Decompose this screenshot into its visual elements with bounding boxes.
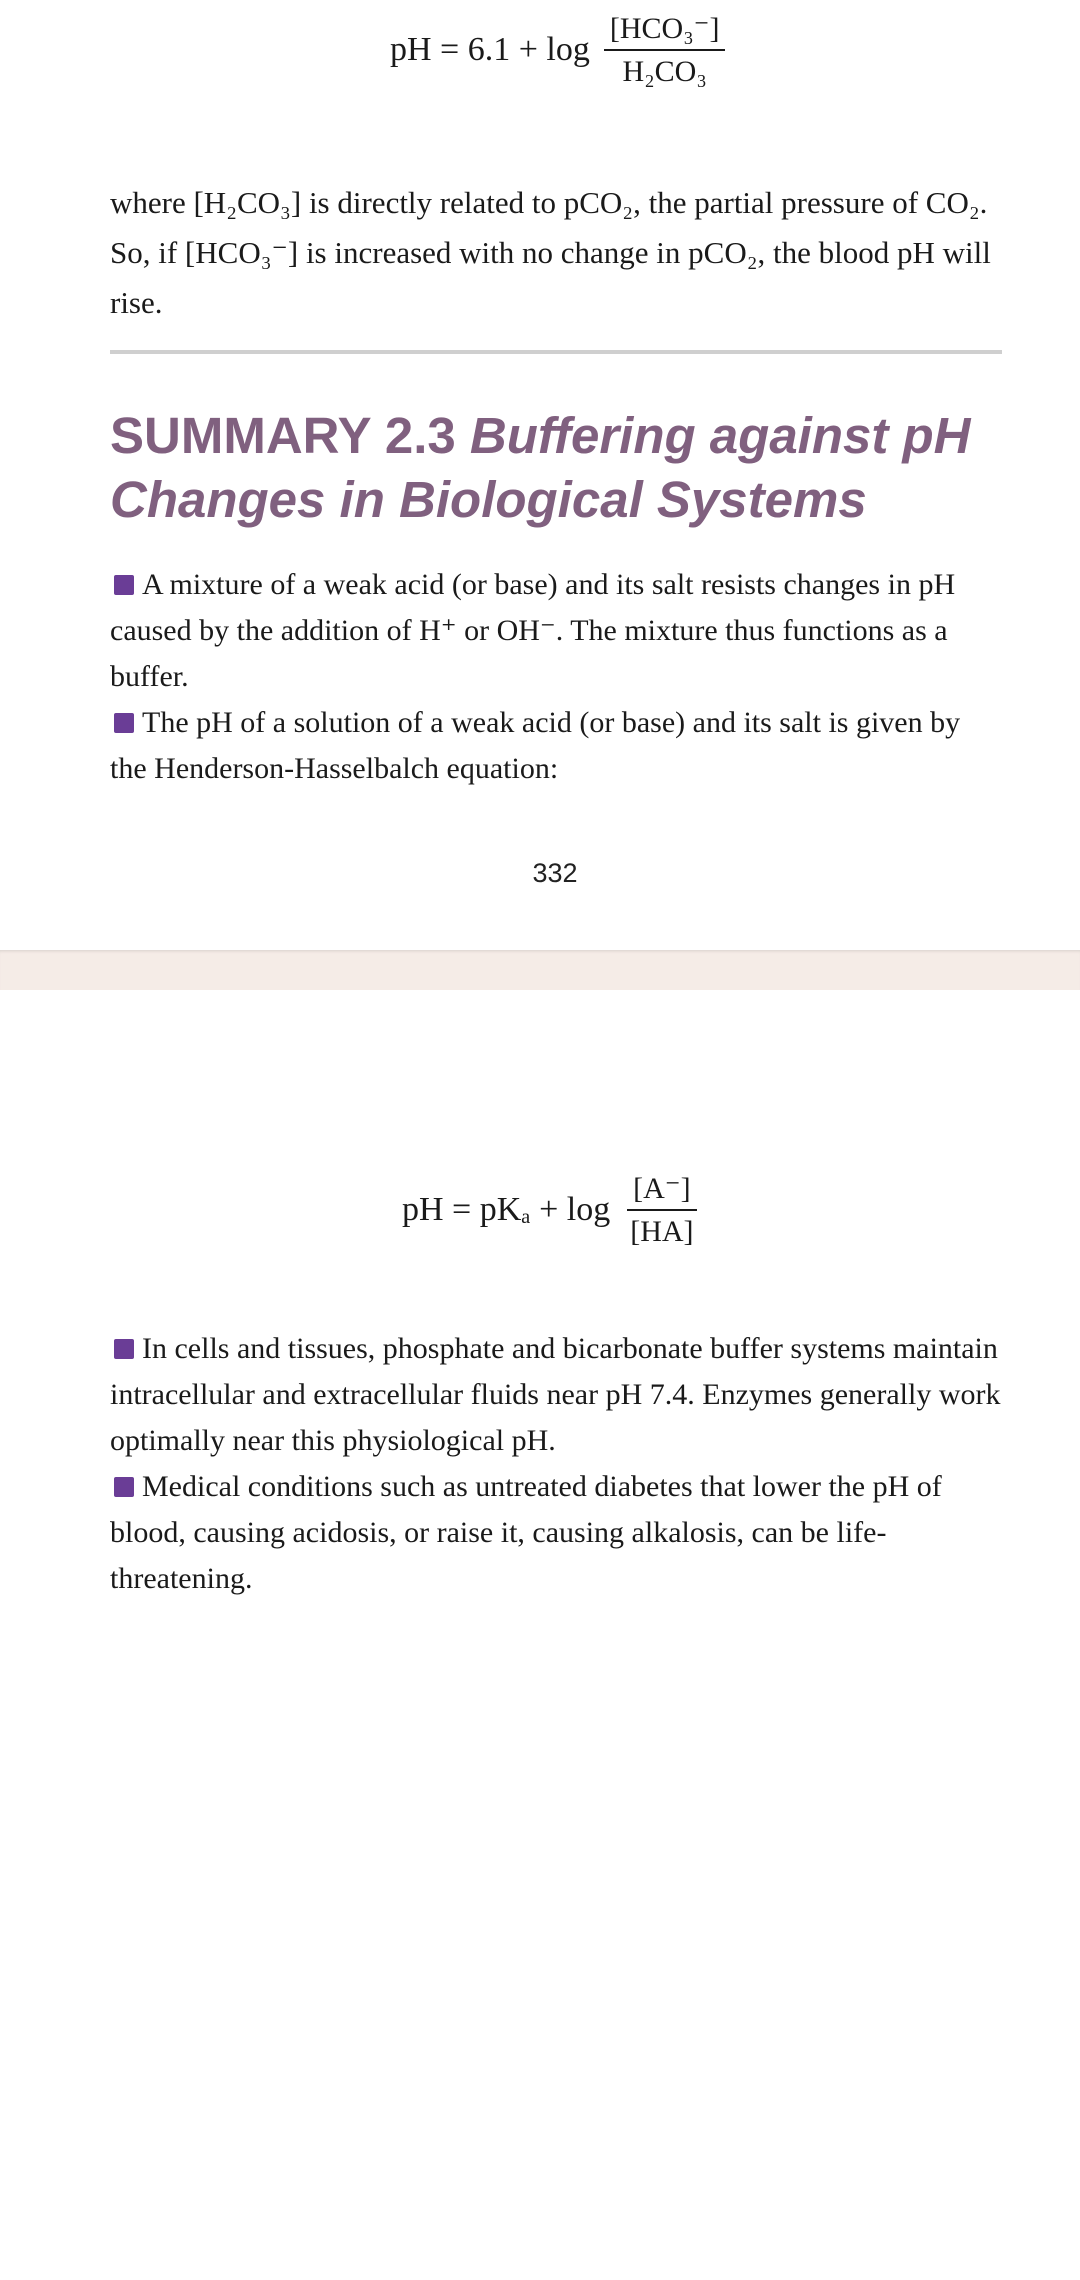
equation-numerator: [A⁻] (627, 1172, 696, 1211)
square-bullet-icon (114, 713, 134, 733)
summary-bullet-item (110, 700, 1002, 792)
reader-page-332 (0, 0, 1080, 950)
henderson-hasselbalch-equation (402, 1172, 700, 1248)
equation-lhs: pH = 6.1 + log (390, 31, 590, 68)
equation-lhs: pH = pKₐ + log (402, 1191, 611, 1228)
summary-title: Buffering against pH Changes in Biological Systems (110, 407, 971, 528)
equation-numerator: [HCO₃⁻] (604, 12, 726, 51)
equation-denominator: H₂CO₃ (622, 55, 707, 88)
equation-fraction (604, 12, 726, 88)
square-bullet-icon (114, 575, 134, 595)
summary-bullet-list-continued (110, 1326, 1002, 1602)
square-bullet-icon (114, 1477, 134, 1497)
summary-heading (110, 404, 1002, 532)
equation-fraction (624, 1172, 699, 1248)
square-bullet-icon (114, 1339, 134, 1359)
summary-bullet-item (110, 1464, 1002, 1602)
summary-bullet-item (110, 562, 1002, 700)
bullet-text: The pH of a solution of a weak acid (or base) and its salt is given by the Henderson-Hasselbalch equation: (110, 706, 961, 785)
summary-label: SUMMARY 2.3 (110, 407, 456, 464)
page-number: 332 (532, 858, 578, 888)
page-separator (0, 950, 1080, 990)
bullet-text: In cells and tissues, phosphate and bicarbonate buffer systems maintain intracellular and extracellular fluids near pH 7.4. Enzymes generally work optimally near this physiological pH. (110, 1332, 1001, 1457)
section-divider (110, 350, 1002, 354)
bicarbonate-paragraph: where [H₂CO₃] is directly related to pCO₂, the partial pressure of CO₂. So, if [HCO₃⁻] is increased with no change in pCO₂, the blood pH will rise. (110, 185, 991, 320)
summary-bullet-list (110, 562, 1002, 792)
equation-denominator: [HA] (630, 1215, 694, 1248)
bullet-text: Medical conditions such as untreated diabetes that lower the pH of blood, causing acidosis, or raise it, causing alkalosis, can be life-threatening. (110, 1470, 942, 1595)
bullet-text: A mixture of a weak acid (or base) and its salt resists changes in pH caused by the addition of H⁺ or OH⁻. The mixture thus functions as a buffer. (110, 568, 956, 693)
summary-bullet-item (110, 1326, 1002, 1464)
bicarbonate-equation (390, 12, 725, 88)
reader-page-333 (0, 990, 1080, 2280)
